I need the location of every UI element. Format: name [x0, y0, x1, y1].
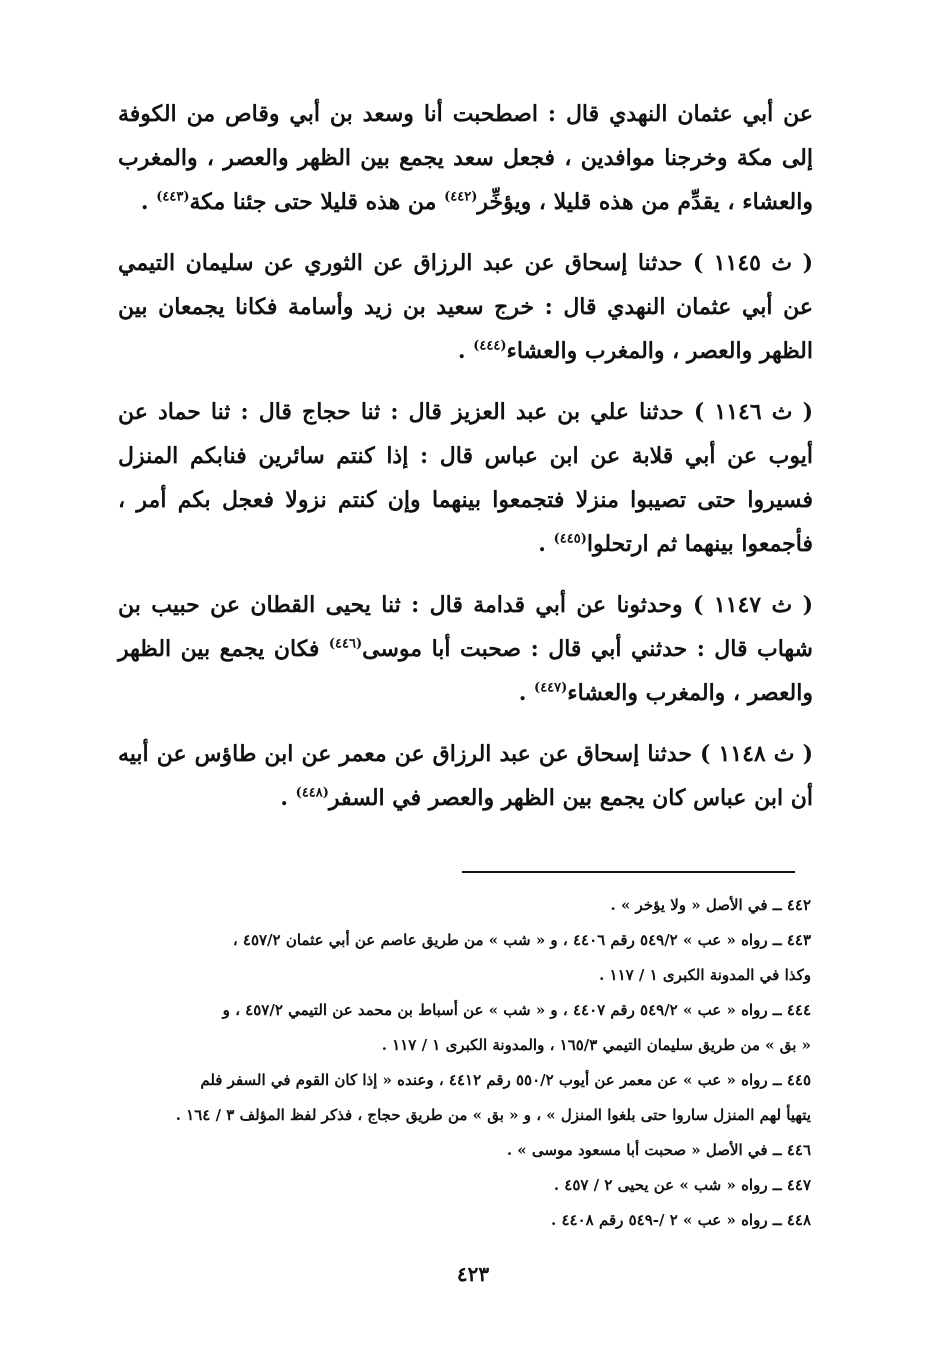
- footnote-line: ٤٤٨ ــ رواه « عب » ٢ /-٥٤٩ رقم ٤٤٠٨ .: [551, 1211, 811, 1229]
- paragraph-text: من هذه قليلا حتى جئنا مكة: [189, 189, 445, 215]
- footnote-reference[interactable]: (٤٤٣): [156, 189, 190, 205]
- paragraph-4: [118, 583, 813, 715]
- footnote-reference[interactable]: (٤٤٢): [444, 189, 478, 205]
- paragraph-text: ( ث ١١٤٥ ) حدثنا إسحاق عن عبد الرزاق عن الثوري عن سليمان التيمي عن أبي عثمان النهدي قال : خرج سعيد بن زيد وأسامة فكانا يجمعان بين الظهر والعصر ، والمغرب والعشاء: [118, 250, 813, 364]
- paragraph-text: ( ث ١١٤٧ ) وحدثونا عن أبي قدامة قال : ثنا يحيى القطان عن حبيب بن شهاب قال : حدثني أبي قال : صحبت أبا موسى: [118, 592, 813, 662]
- footnote-line: ٤٤٣ ــ رواه « عب » ٥٤٩/٢ رقم ٤٤٠٦ ، و « شب » من طريق عاصم عن أبي عثمان ٤٥٧/٢ ،: [232, 931, 811, 949]
- footnote-reference[interactable]: (٤٤٨): [295, 785, 329, 801]
- footnote-reference[interactable]: (٤٤٦): [328, 636, 363, 652]
- paragraph-text: .: [140, 189, 157, 215]
- footnote-line: وكذا في المدونة الكبرى ١ / ١١٧ .: [599, 966, 811, 984]
- footnote-divider: [462, 871, 795, 873]
- footnote-line: ٤٤٥ ــ رواه « عب » عن معمر عن أيوب ٥٥٠/٢ رقم ٤٤١٢ ، وعنده « إذا كان القوم في السفر فلم: [200, 1071, 811, 1089]
- paragraph-text: عن أبي عثمان النهدي قال : اصطحبت أنا وسعد بن أبي وقاص من الكوفة إلى مكة وخرجنا موافدين ، فجعل سعد يجمع بين الظهر والعصر ، والمغرب والعشاء ، يقدِّم من هذه قليلا ، ويؤخِّر: [118, 101, 813, 215]
- paragraph-text: .: [457, 338, 474, 364]
- footnote-reference[interactable]: (٤٤٧): [534, 680, 568, 696]
- paragraph-5: [118, 732, 813, 820]
- paragraph-3: [118, 390, 813, 566]
- page-number: ٤٢٣: [456, 1262, 490, 1286]
- paragraph-text: ( ث ١١٤٦ ) حدثنا علي بن عبد العزيز قال : ثنا حجاج قال : ثنا حماد عن أيوب عن أبي قلابة عن ابن عباس قال : إذا كنتم سائرين فنابكم المنزل فسيروا حتى تصيبوا منزلا فتجمعوا بينهما وإن كنتم نزولا فعجل بكم أمر ، فأجمعوا بينهما ثم ارتحلوا: [118, 399, 813, 557]
- paragraph-text: فكان يجمع بين الظهر والعصر ، والمغرب والعشاء: [118, 636, 813, 706]
- footnote-line: ٤٤٢ ــ في الأصل « ولا يؤخر » .: [610, 896, 811, 914]
- paragraph-text: .: [538, 531, 554, 557]
- footnotes: [118, 888, 811, 1238]
- main-text: [118, 92, 813, 837]
- paragraph-text: ( ث ١١٤٨ ) حدثنا إسحاق عن عبد الرزاق عن معمر عن ابن طاؤس عن أبيه أن ابن عباس كان يجمع بين الظهر والعصر في السفر: [118, 741, 813, 811]
- footnote-line: يتهيأ لهم المنزل ساروا حتى بلغوا المنزل » ، و « بق » من طريق حجاج ، فذكر لفظ المؤلف ٣ / ١٦٤ .: [175, 1106, 811, 1124]
- paragraph-1: [118, 92, 813, 224]
- footnote-line: ٤٤٤ ــ رواه « عب » ٥٤٩/٢ رقم ٤٤٠٧ ، و « شب » عن أسباط بن محمد عن التيمي ٤٥٧/٢ ، و: [222, 1001, 811, 1019]
- paragraph-text: .: [518, 680, 535, 706]
- footnote-line: « بق » من طريق سليمان التيمي ١٦٥/٣ ، والمدونة الكبرى ١ / ١١٧ .: [381, 1036, 811, 1054]
- footnote-line: ٤٤٧ ــ رواه « شب » عن يحيى ٢ / ٤٥٧ .: [553, 1176, 811, 1194]
- footnote-line: ٤٤٦ ــ في الأصل « صحبت أبا مسعود موسى » .: [506, 1141, 811, 1159]
- footnote-reference[interactable]: (٤٤٤): [473, 338, 507, 354]
- paragraph-text: .: [280, 785, 296, 811]
- footnote-reference[interactable]: (٤٤٥): [553, 531, 587, 547]
- paragraph-2: [118, 241, 813, 373]
